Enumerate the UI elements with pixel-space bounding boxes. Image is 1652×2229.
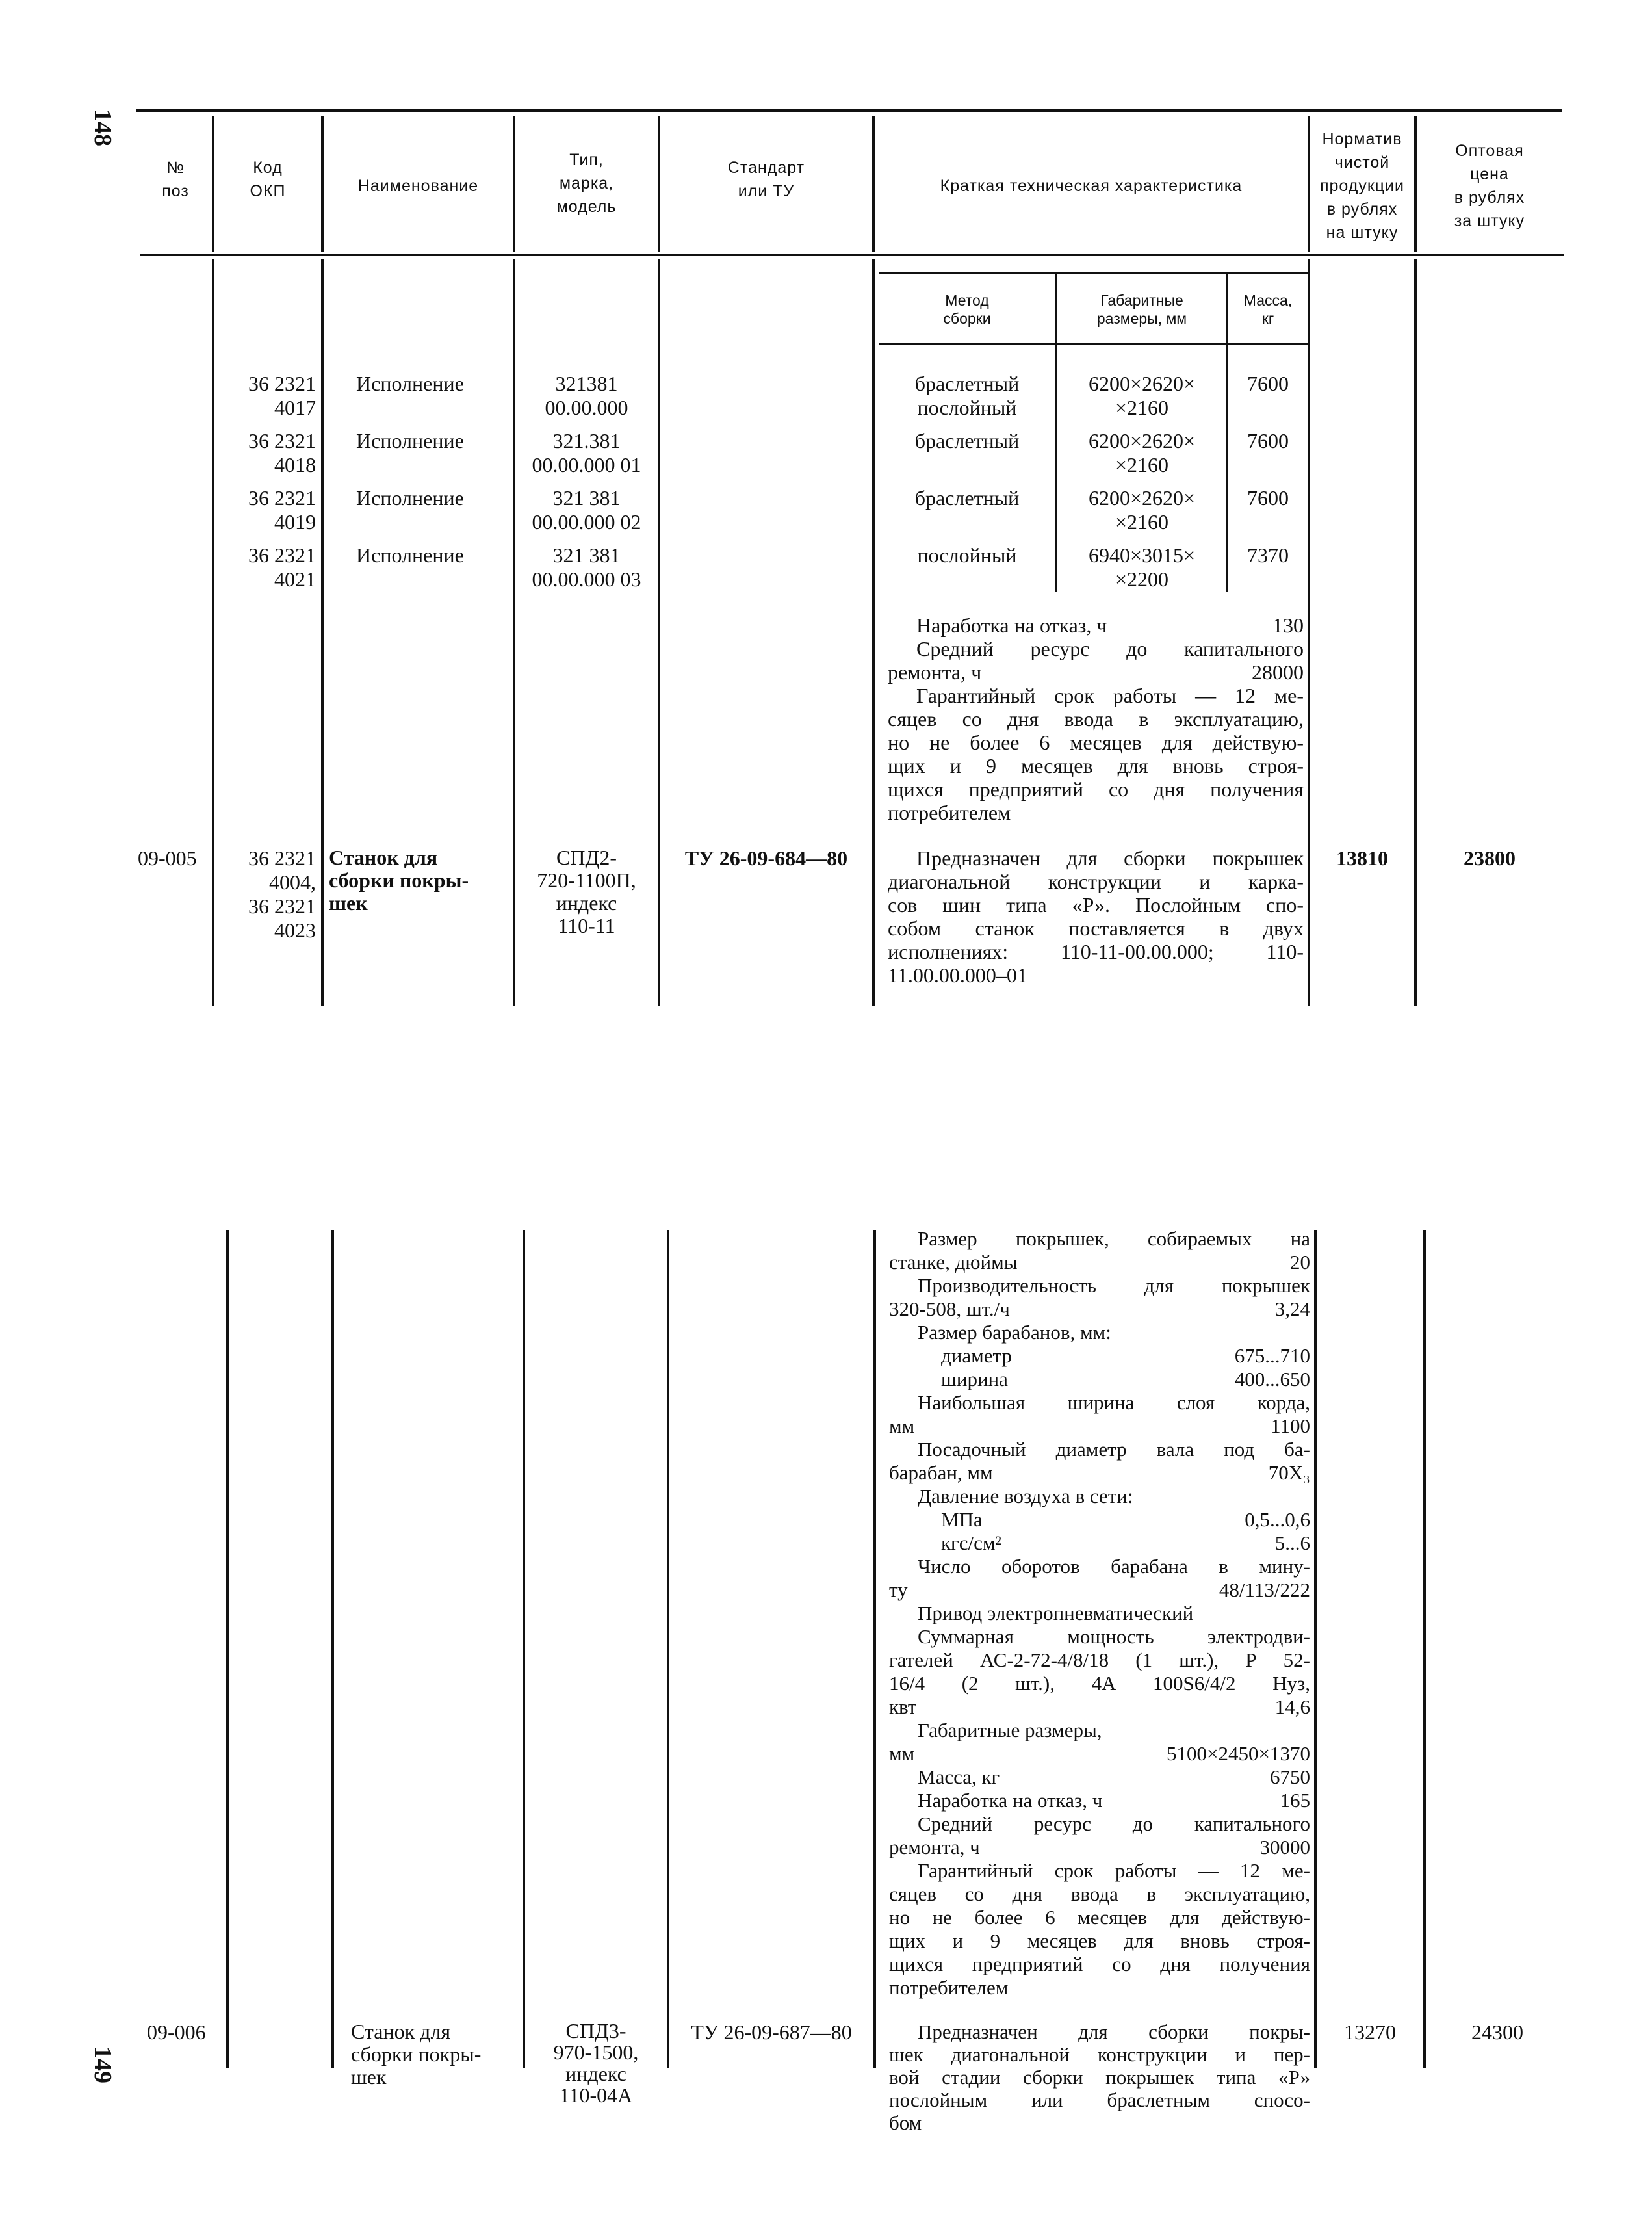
spec-line: Размер покрышек, собираемых на [918,1227,1310,1250]
spec-line: щих и 9 месяцев для вновь строя- [889,1929,1310,1952]
norm-value: 13810 [1336,846,1388,870]
spec-value: 165 [1280,1789,1310,1812]
mass: 7370 [1247,543,1289,567]
desc-line: Предназначен для сборки покрышек [916,846,1304,870]
item-name: Исполнение [356,486,464,510]
b2-col-3 [523,1230,525,2068]
spec-value: 5100×2450×1370 [1167,1742,1310,1765]
subtable-header-rule [879,343,1308,345]
assembly-method: браслетный [914,486,1020,510]
spec-line: Давление воздуха в сети: [918,1485,1133,1507]
header-col-std: Стандарт или ТУ [727,159,805,200]
spec-value: 20 [1290,1251,1310,1273]
item-number: 09-005 [138,846,197,870]
b1-col-7 [1414,259,1417,1006]
assembly-method: послойный [917,543,1017,567]
spec-value: 48/113/222 [1219,1578,1310,1601]
spec-line: Производительность для покрышек [918,1274,1310,1297]
spec-line: щих и 9 месяцев для вновь строя- [888,754,1304,777]
spec-line: потребителем [889,1976,1009,1999]
price-value: 23800 [1464,846,1516,870]
header-top-rule [136,109,1562,112]
assembly-method: браслетный послойный [914,372,1020,419]
b2-col-7 [1423,1230,1426,2068]
spec-value: 5...6 [1274,1532,1310,1554]
desc-line: Предназначен для сборки покры- [918,2020,1310,2043]
subtable-sep-1 [1055,272,1057,592]
item-description [889,2020,1310,2134]
spec-label: ремонта, ч [889,1836,980,1858]
header-col-type: Тип, марка, модель [556,151,617,216]
spec-value: 400...650 [1234,1368,1310,1390]
spec-line: Средний ресурс до капитального [918,1812,1310,1835]
okp-code: 36 2321 4021 [248,543,316,591]
header-col-char: Краткая техническая характеристика [940,177,1243,195]
spec-line: Число оборотов барабана в мину- [918,1555,1310,1578]
header-col-price: Оптовая цена в рублях за штуку [1454,142,1525,230]
item-name: Исполнение [356,429,464,452]
desc-line: послойным или браслетным спосо- [889,2089,1310,2111]
spec-label: ширина [941,1368,1008,1390]
item-description [888,846,1304,987]
mass: 7600 [1247,486,1289,510]
spec-label: мм [889,1742,915,1765]
model-code: СПД2- 720-1100П, индекс 110-11 [537,846,636,937]
model-code: СПД3- 970-1500, индекс 110-04А [553,2019,639,2107]
b2-col-2 [331,1230,334,2068]
subtable-header-dims: Габаритные размеры, мм [1096,292,1187,327]
spec-line: сяцев со дня ввода в эксплуатацию, [889,1883,1310,1905]
okp-code: 36 2321 4017 [248,372,316,419]
spec-value: 3,24 [1274,1297,1310,1320]
spec-line: Посадочный диаметр вала под ба- [918,1438,1310,1461]
okp-code: 36 2321 4018 [248,429,316,476]
header-col-okp: Код ОКП [250,159,286,200]
spec-line: Привод электропневматический [918,1602,1194,1624]
subtable-header-mass: Масса, кг [1243,292,1293,327]
spec-value: 28000 [1252,660,1304,684]
spec-line: Габаритные размеры, [918,1719,1102,1741]
desc-line: вой стадии сборки покрышек типа «Р» [889,2066,1310,2089]
spec-label: мм [889,1414,915,1437]
spec-label: барабан, мм [889,1461,993,1484]
b2-col-1 [226,1230,229,2068]
header-col-name: Наименование [357,177,479,195]
b1-col-1 [212,259,214,1006]
item-name: Станок для сборки покры- шек [351,2020,482,2089]
subtable-top-rule [879,272,1308,274]
norm-value: 13270 [1344,2020,1396,2044]
spec-label: 320-508, шт./ч [889,1297,1010,1320]
spec-line: Наибольшая ширина слоя корда, [918,1391,1310,1414]
item-name: Исполнение [356,372,464,395]
okp-code: 36 2321 4019 [248,486,316,534]
spec-label: ремонта, ч [888,660,982,684]
spec-line: Гарантийный срок работы — 12 ме- [918,1859,1310,1882]
model-code: 321 381 00.00.000 02 [532,486,641,534]
standard: ТУ 26-09-687—80 [691,2020,852,2044]
dimensions: 6940×3015× ×2200 [1088,543,1196,591]
spec-value: 6750 [1270,1766,1310,1788]
header-col-norm: Норматив чистой продукции в рублях на штуку [1319,130,1405,242]
spec-value: 675...710 [1234,1344,1310,1367]
spec-label: станке, дюймы [889,1251,1018,1273]
spec-line: 16/4 (2 шт.), 4А 100S6/4/2 Нуз, [889,1672,1310,1695]
spec-line: Средний ресурс до капитального [916,637,1304,660]
model-code: 321381 00.00.000 [545,372,628,419]
b1-col-2 [321,259,324,1006]
spec-value: 70Х₃ [1268,1461,1310,1484]
page-number-top: 148 [89,109,116,146]
assembly-method: браслетный [914,429,1020,452]
desc-line: исполнениях: 110-11-00.00.000; 110- [888,940,1304,963]
spec-value: 14,6 [1274,1695,1310,1718]
spec-line: Гарантийный срок работы — 12 ме- [916,684,1304,707]
desc-line: собом станок поставляется в двух [888,917,1304,940]
dimensions: 6200×2620× ×2160 [1088,429,1196,476]
desc-line: бом [889,2111,922,2134]
spec-line: потребителем [888,801,1011,824]
spec-label: Наработка на отказ, ч [918,1789,1103,1812]
b2-col-4 [667,1230,669,2068]
b1-col-4 [658,259,660,1006]
spec-label: Наработка на отказ, ч [916,614,1107,637]
mass: 7600 [1247,372,1289,395]
spec-line: но не более 6 месяцев для действую- [888,731,1304,754]
desc-line: сов шин типа «Р». Послойным спо- [888,893,1304,917]
spec-label: ту [889,1578,908,1601]
b2-col-6 [1314,1230,1317,2068]
dimensions: 6200×2620× ×2160 [1088,372,1196,419]
desc-line: шек диагональной конструкции и пер- [889,2043,1310,2066]
dimensions: 6200×2620× ×2160 [1088,486,1196,534]
b1-col-5 [872,259,875,1006]
okp-code: 36 2321 4004, 36 2321 4023 [248,846,316,942]
item-name: Исполнение [356,543,464,567]
spec-value: 30000 [1259,1836,1310,1858]
mass: 7600 [1247,429,1289,452]
spec-label: диаметр [941,1344,1012,1367]
spec-value: 0,5...0,6 [1245,1508,1310,1531]
spec-label: Масса, кг [918,1766,1000,1788]
spec-line: Суммарная мощность электродви- [918,1625,1310,1648]
item-name: Станок для сборки покры- шек [329,846,469,915]
spec-label: квт [889,1695,917,1718]
specs-block-005 [888,614,1304,824]
subtable-header-method: Метод сборки [943,292,991,327]
header-col-num: № поз [162,159,189,200]
model-code: 321.381 00.00.000 01 [532,429,641,476]
spec-value: 130 [1272,614,1304,637]
spec-label: МПа [941,1508,983,1531]
desc-line: 11.00.00.000–01 [888,963,1027,987]
standard: ТУ 26-09-684—80 [684,846,848,870]
spec-line: сяцев со дня ввода в эксплуатацию, [888,707,1304,731]
subtable-sep-2 [1226,272,1228,592]
item-number: 09-006 [147,2020,206,2044]
price-value: 24300 [1471,2020,1523,2044]
spec-line: гателей АС-2-72-4/8/18 (1 шт.), Р 52- [889,1649,1310,1671]
model-code: 321 381 00.00.000 03 [532,543,641,591]
desc-line: диагональной конструкции и карка- [888,870,1304,893]
spec-line: щихся предприятий со дня получения [889,1953,1310,1975]
spec-line: щихся предприятий со дня получения [888,777,1304,801]
page-number-bottom: 149 [89,2046,116,2083]
b1-col-6 [1308,259,1310,1006]
spec-label: кгс/см² [941,1532,1001,1554]
spec-line: но не более 6 месяцев для действую- [889,1906,1310,1929]
specs-block-006 [889,1227,1310,2000]
spec-line: Размер барабанов, мм: [918,1321,1111,1344]
b2-col-5 [873,1230,876,2068]
header-bottom-rule [140,254,1564,256]
spec-value: 1100 [1271,1414,1310,1437]
